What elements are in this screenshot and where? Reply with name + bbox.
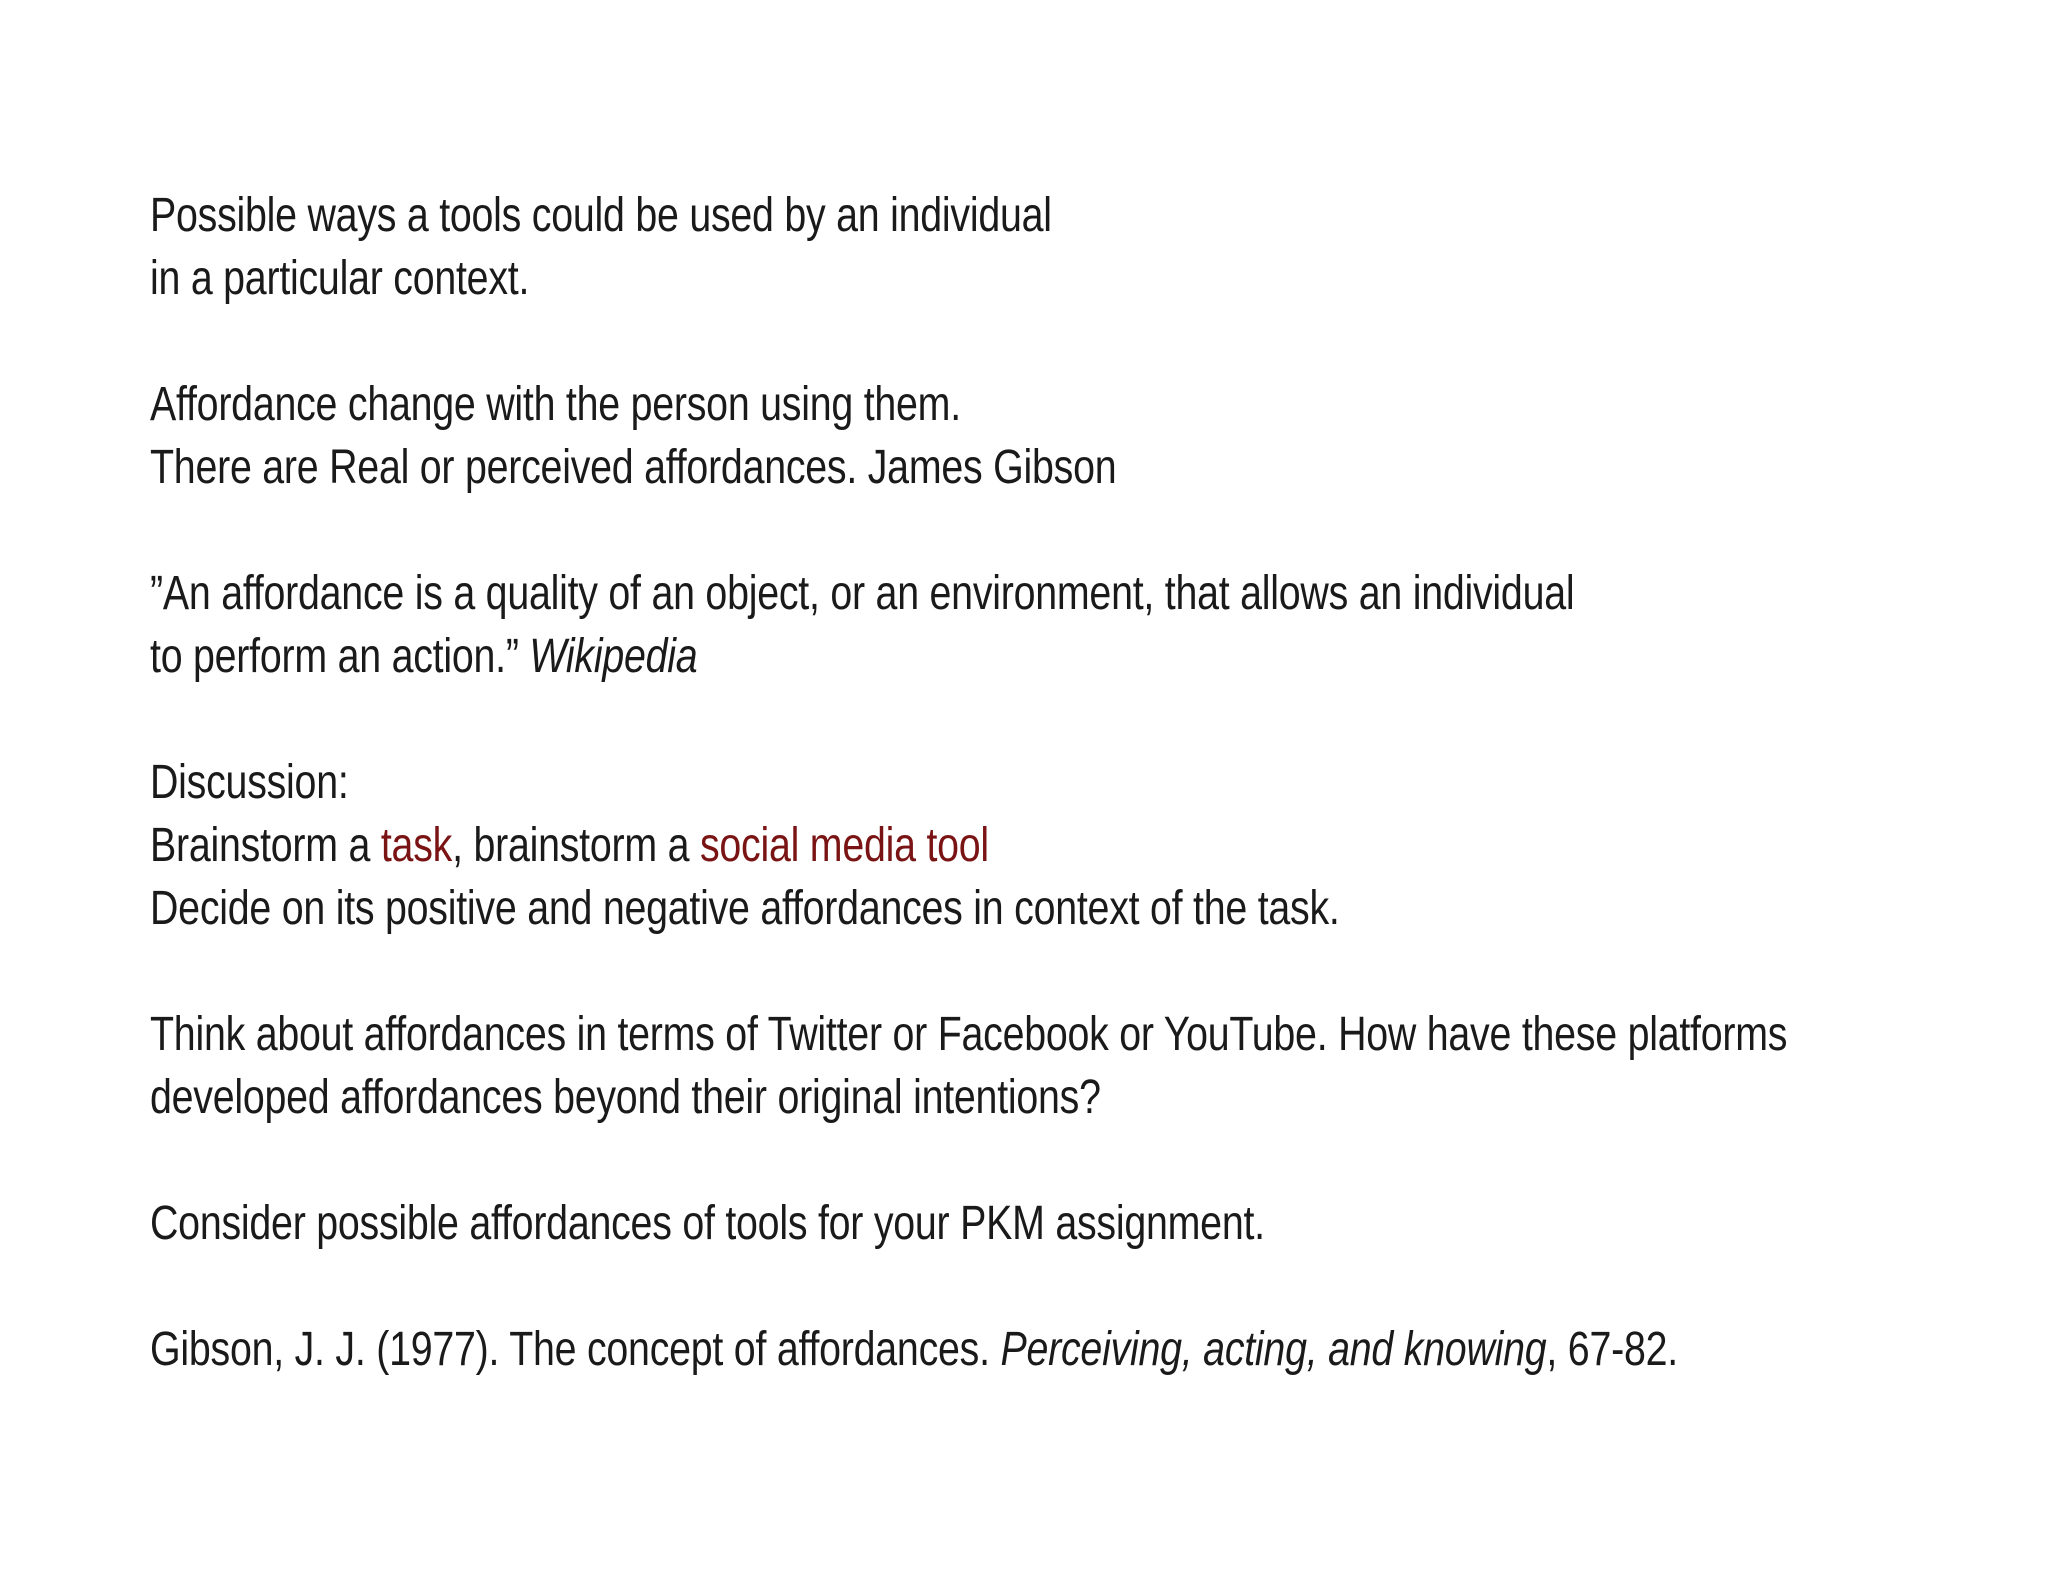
platforms-line-2: developed affordances beyond their original intentions? xyxy=(150,1071,1101,1124)
social-media-tool-highlight: social media tool xyxy=(699,819,989,872)
brainstorm-text-a: Brainstorm a xyxy=(150,819,381,872)
definition-line-1: Possible ways a tools could be used by an individual xyxy=(150,189,1052,242)
citation-paragraph xyxy=(150,1318,1678,1381)
decide-line: Decide on its positive and negative affordances in context of the task. xyxy=(150,882,1340,935)
platforms-line-1: Think about affordances in terms of Twitter or Facebook or YouTube. How have these platforms xyxy=(150,1008,1788,1061)
citation-prefix: Gibson, J. J. (1977). The concept of affordances. xyxy=(150,1323,1001,1376)
task-highlight: task xyxy=(380,819,453,872)
affordance-change-paragraph xyxy=(150,373,1659,499)
quote-source: Wikipedia xyxy=(529,630,698,683)
real-perceived-line: There are Real or perceived affordances. James Gibson xyxy=(150,441,1117,494)
pkm-paragraph xyxy=(150,1192,1659,1255)
slide-body xyxy=(150,184,1788,1444)
definition-line-2: in a particular context. xyxy=(150,252,530,305)
quote-line-2 xyxy=(150,625,1659,688)
citation-line xyxy=(150,1318,1678,1381)
quote-line-1: ”An affordance is a quality of an object, or an environment, that allows an individual xyxy=(150,567,1575,620)
brainstorm-line xyxy=(150,814,1659,877)
affordance-change-line: Affordance change with the person using them. xyxy=(150,378,961,431)
discussion-heading: Discussion: xyxy=(150,756,349,809)
quote-text: to perform an action.” xyxy=(150,630,530,683)
discussion-paragraph xyxy=(150,751,1659,940)
citation-work: Perceiving, acting, and knowing xyxy=(1000,1323,1547,1376)
citation-suffix: , 67-82. xyxy=(1546,1323,1678,1376)
pkm-line: Consider possible affordances of tools for your PKM assignment. xyxy=(150,1197,1265,1250)
platforms-paragraph xyxy=(150,1003,1788,1129)
quote-paragraph xyxy=(150,562,1659,688)
definition-paragraph xyxy=(150,184,1659,310)
brainstorm-text-b: , brainstorm a xyxy=(452,819,700,872)
